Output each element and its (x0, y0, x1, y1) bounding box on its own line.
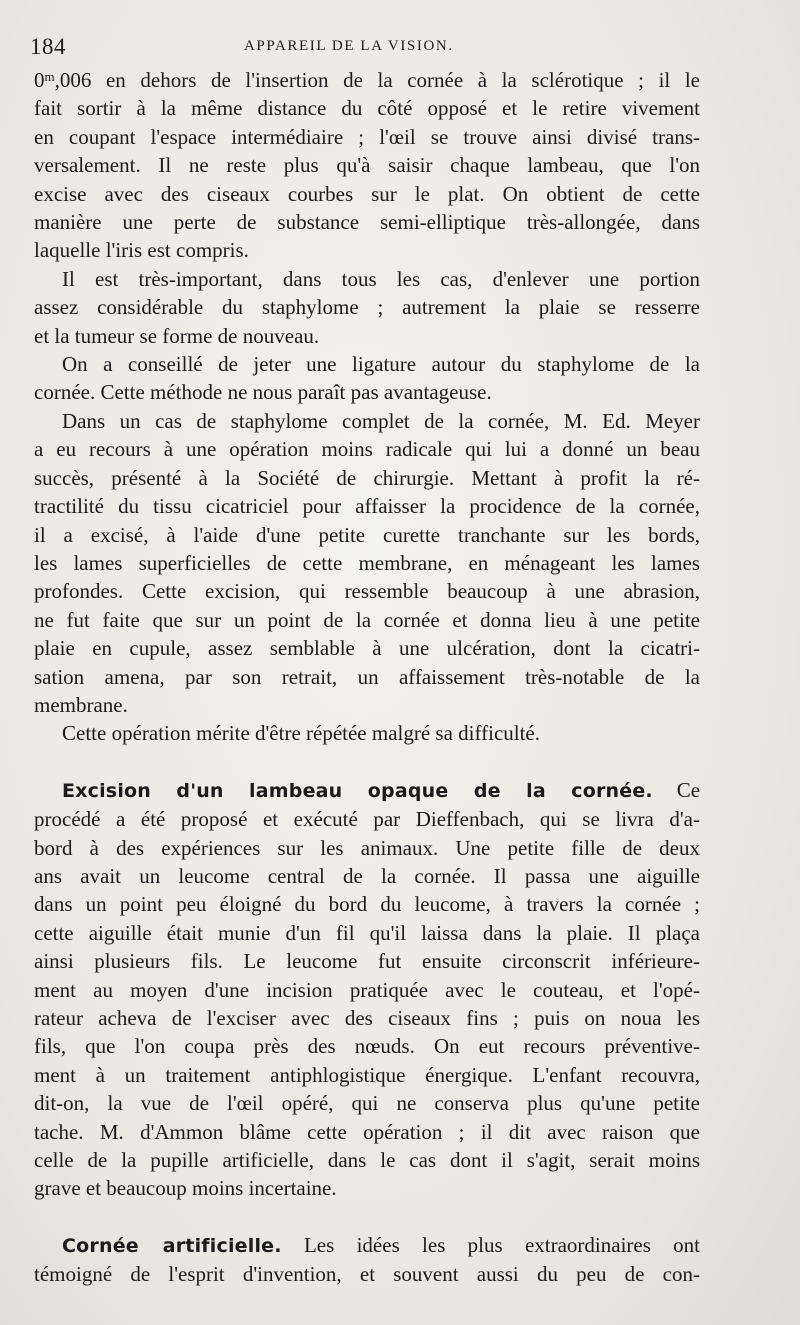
heading-run-in: Ce (676, 777, 701, 802)
section-heading: Cornée artificielle. (62, 1234, 282, 1257)
text-line: dans un point peu éloigné du bord du leucome, à travers la cornée ; (34, 892, 700, 917)
text-line: a eu recours à une opération moins radicale qui lui a donné un beau (34, 437, 700, 462)
text-line: cette aiguille était munie d'un fil qu'il laissa dans la plaie. Il plaça (34, 920, 700, 945)
text-line: ne fut faite que sur un point de la cornée et donna lieu à une petite (34, 607, 700, 632)
paragraph (34, 350, 700, 407)
text-line: celle de la pupille artificielle, dans le cas dont il s'agit, serait moins (34, 1148, 700, 1173)
running-title: APPAREIL DE LA VISION. (244, 38, 454, 54)
text-line: sation amena, par son retrait, un affaissement très-notable de la (34, 664, 700, 689)
paragraph (34, 719, 700, 747)
text-line: en coupant l'espace intermédiaire ; l'œil se trouve ainsi divisé trans- (34, 124, 700, 149)
heading-run-in: Les idées les plus extraordinaires ont (303, 1232, 701, 1257)
text-line: profondes. Cette excision, qui ressemble beaucoup à une abrasion, (34, 579, 700, 604)
paragraph (34, 66, 700, 265)
text-line: témoigné de l'esprit d'invention, et souvent aussi du peu de con- (34, 1262, 700, 1287)
text-line: Dans un cas de staphylome complet de la cornée, M. Ed. Meyer (62, 408, 700, 433)
text-line: assez considérable du staphylome ; autrement la plaie se resserre (34, 295, 700, 320)
text-line: ans avait un leucome central de la cornée. Il passa une aiguille (34, 863, 700, 888)
text-line: il a excisé, à l'aide d'une petite curette tranchante sur les bords, (34, 522, 700, 547)
text-line: procédé a été proposé et exécuté par Dieffenbach, qui se livra d'a- (34, 807, 700, 832)
paragraph (34, 265, 700, 350)
text-line: excise avec des ciseaux courbes sur le plat. On obtient de cette (34, 181, 700, 206)
text-line: tache. M. d'Ammon blâme cette opération ; il dit avec raison que (34, 1119, 700, 1144)
text-line: cornée. Cette méthode ne nous paraît pas avantageuse. (34, 380, 492, 405)
section-gap (34, 1203, 700, 1231)
body-text (34, 66, 700, 1289)
text-line: Cette opération mérite d'être répétée malgré sa difficulté. (62, 721, 541, 746)
text-line: versalement. Il ne reste plus qu'à saisir chaque lambeau, que l'on (34, 153, 700, 178)
section-cornee-artificielle (34, 1231, 700, 1289)
text-line: plaie en cupule, assez semblable à une ulcération, dont la cicatri- (34, 636, 700, 661)
text-line (34, 1231, 700, 1260)
paragraph (34, 407, 700, 719)
section-heading: Excision d'un lambeau opaque de la cornée. (62, 779, 653, 802)
running-head (30, 34, 750, 64)
text-line: les lames superficielles de cette membrane, en ménageant les lames (34, 550, 700, 575)
text-line: ment à un traitement antiphlogistique énergique. L'enfant recouvra, (34, 1062, 700, 1087)
text-line: laquelle l'iris est compris. (34, 238, 249, 263)
section-gap (34, 748, 700, 776)
text-line: tractilité du tissu cicatriciel pour affaisser la procidence de la cornée, (34, 494, 700, 519)
text-line (34, 776, 700, 805)
text-line: membrane. (34, 692, 128, 717)
page-number: 184 (30, 34, 66, 59)
text-line: manière une perte de substance semi-elliptique très-allongée, dans (34, 210, 700, 235)
text-line: ment au moyen d'une incision pratiquée avec le couteau, et l'opé- (34, 977, 700, 1002)
text-line: On a conseillé de jeter une ligature autour du staphylome de la (62, 352, 700, 377)
text-line: et la tumeur se forme de nouveau. (34, 323, 320, 348)
section-excision (34, 776, 700, 1203)
text-line: rateur acheva de l'exciser avec des ciseaux fins ; puis on noua les (34, 1006, 700, 1030)
text-line: ainsi plusieurs fils. Le leucome fut ensuite circonscrit inférieure- (34, 949, 700, 974)
text-line: bord à des expériences sur les animaux. Une petite fille de deux (34, 835, 700, 860)
text-line: succès, présenté à la Société de chirurgie. Mettant à profit la ré- (34, 465, 700, 490)
text-line: dit-on, la vue de l'œil opéré, qui ne conserva plus qu'une petite (34, 1091, 700, 1116)
text-line: 0$^m$,006 en dehors de l'insertion de la cornée à la sclérotique ; il le (34, 68, 700, 92)
text-line: grave et beaucoup moins incertaine. (34, 1176, 337, 1201)
text-line: fait sortir à la même distance du côté opposé et le retire vivement (34, 96, 700, 121)
text-line: Il est très-important, dans tous les cas, d'enlever une portion (62, 266, 700, 291)
text-line: fils, que l'on coupa près des nœuds. On eut recours préventive- (34, 1034, 700, 1059)
